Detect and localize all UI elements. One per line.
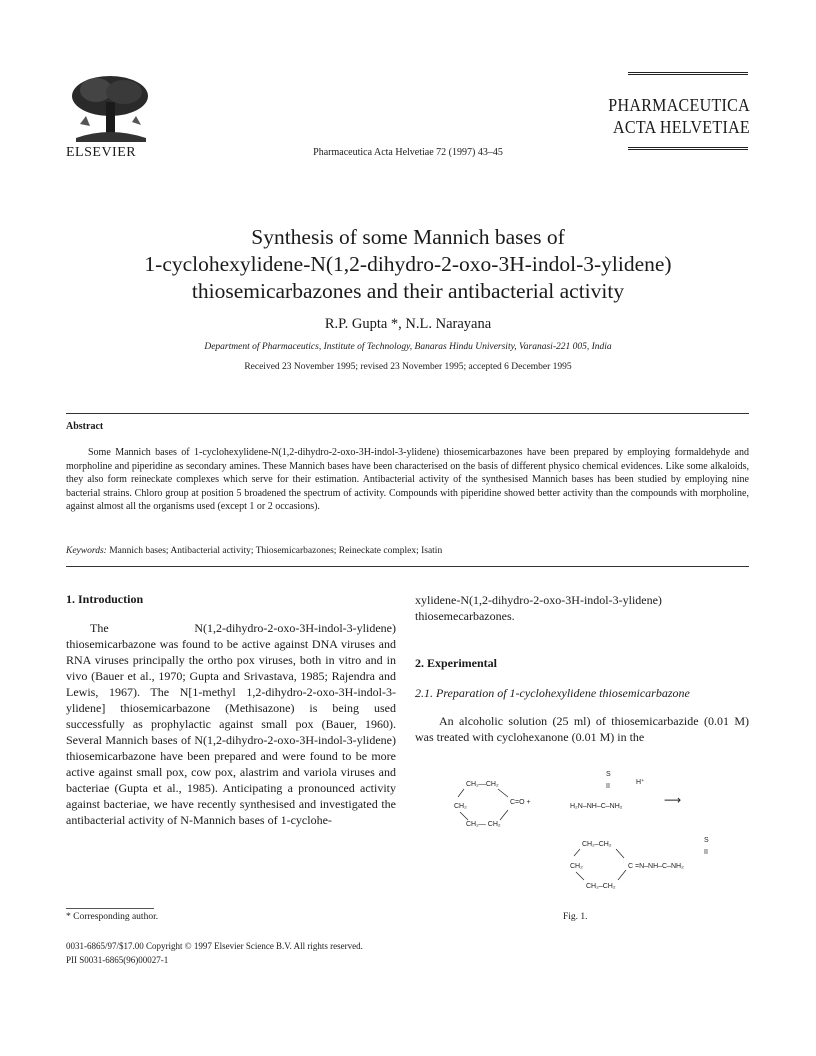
keywords-label: Keywords: bbox=[66, 546, 107, 556]
footnote-rule bbox=[66, 908, 154, 909]
scheme-carbonyl: C=O + bbox=[510, 799, 531, 806]
journal-rule-bottom bbox=[628, 147, 748, 150]
scheme-ch2-left: CH₂ bbox=[454, 803, 467, 810]
abstract-heading: Abstract bbox=[66, 421, 104, 432]
experimental-text: An alcoholic solution (25 ml) of thiosemicarbazide (0.01 M) was treated with cyclohexanone (0.01 M) in the bbox=[415, 714, 749, 744]
figure-caption: Fig. 1. bbox=[563, 912, 588, 922]
keywords-list: Mannich bases; Antibacterial activity; Thiosemicarbazones; Reineckate complex; Isatin bbox=[109, 546, 443, 556]
scheme-product-ch2-ch2-bottom: CH₂–CH₂ bbox=[586, 883, 616, 890]
scheme-product-chain: C =N–NH–C–NH₂ bbox=[628, 863, 684, 870]
subsection-heading: 2.1. Preparation of 1-cyclohexylidene thiosemicarbazone bbox=[415, 686, 690, 700]
introduction-heading: 1. Introduction bbox=[66, 592, 144, 606]
authors: R.P. Gupta *, N.L. Narayana bbox=[324, 316, 492, 332]
scheme-bond bbox=[500, 810, 508, 820]
scheme-bond bbox=[616, 849, 624, 858]
footnote: * Corresponding author. bbox=[66, 912, 159, 922]
scheme-arrow: ⟶ bbox=[664, 793, 682, 807]
scheme-bond bbox=[574, 849, 580, 856]
scheme-bond bbox=[618, 870, 626, 880]
scheme-catalyst: H⁺ bbox=[636, 779, 645, 786]
abstract-rule bbox=[66, 413, 749, 414]
scheme-ch2-ch2-top: CH₂—CH₂ bbox=[466, 781, 499, 788]
scheme-bond bbox=[458, 789, 464, 797]
scheme-bond bbox=[498, 789, 508, 797]
scheme-product-sulfur: S bbox=[704, 837, 709, 844]
keywords-rule bbox=[66, 566, 749, 567]
paper-title-line1: Synthesis of some Mannich bases of bbox=[251, 225, 565, 249]
publisher-name: ELSEVIER bbox=[66, 145, 137, 160]
introduction-text: The N(1,2-dihydro-2-oxo-3H-indol-3-ylidene) thiosemicarbazone was found to be active against DNA viruses and RNA viruses principally the ortho pox viruses, both in vitro and in vivo (Bauer et al., 1970; Gupta and Srivastava, 1985; Rajendra and Lewis, 1967). The N[1-methyl 1,2-dihydro-2-oxo-3H-indol-3-ylidene] thiosemicarbazone (Methisazone) is being used successfully as prophylactic against small pox (Bauer, 1960). Several Mannich bases of N(1,2-dihydro-2-oxo-3H-indol-3-ylidene) thiosemicarbazone have been prepared and were found to be more active against small pox, cow pox, alastrim and variola viruses and bacteriae (Gupta et al., 1985). Anticipating a pronounced activity against bacteriae, we have recently synthesised and investigated the antibacterial activity of N-Mannich bases of 1-cyclohe- bbox=[66, 621, 396, 827]
copyright: 0031-6865/97/$17.00 Copyright © 1997 Elsevier Science B.V. All rights reserved. bbox=[66, 941, 363, 951]
scheme-double-bond: II bbox=[606, 783, 610, 790]
experimental-heading: 2. Experimental bbox=[415, 656, 497, 670]
paper-title-line2: 1-cyclohexylidene-N(1,2-dihydro-2-oxo-3H-indol-3-ylidene) bbox=[144, 252, 672, 276]
scheme-bond bbox=[460, 812, 468, 820]
keywords bbox=[66, 546, 749, 556]
scheme-reagent: H₂N–NH–C–NH₂ bbox=[570, 803, 623, 810]
journal-title-line1: PHARMACEUTICA bbox=[608, 96, 750, 116]
scheme-sulfur: S bbox=[606, 771, 611, 778]
journal-title bbox=[600, 95, 750, 139]
affiliation: Department of Pharmaceutics, Institute of Technology, Banaras Hindu University, Varanasi-221 005, India bbox=[204, 342, 612, 352]
scheme-product-ch2-left: CH₂ bbox=[570, 863, 583, 870]
received-dates: Received 23 November 1995; revised 23 November 1995; accepted 6 December 1995 bbox=[244, 362, 572, 372]
introduction-continued: xylidene-N(1,2-dihydro-2-oxo-3H-indol-3-ylidene) thiosemecarbazones. bbox=[415, 593, 662, 623]
elsevier-tree-icon bbox=[66, 72, 154, 142]
journal-rule-top bbox=[628, 72, 748, 75]
reaction-scheme bbox=[452, 764, 742, 906]
scheme-product-ch2-ch2-top: CH₂–CH₂ bbox=[582, 841, 612, 848]
scheme-product-double-bond: II bbox=[704, 849, 708, 856]
scheme-ch2-ch2-bottom: CH₂— CH₂ bbox=[466, 821, 501, 828]
journal-citation: Pharmaceutica Acta Helvetiae 72 (1997) 43–45 bbox=[313, 147, 503, 158]
elsevier-logo bbox=[66, 72, 154, 142]
pii: PII S0031-6865(96)00027-1 bbox=[66, 955, 169, 965]
paper-title bbox=[60, 224, 756, 305]
journal-title-line2: ACTA HELVETIAE bbox=[613, 118, 750, 138]
scheme-bond bbox=[576, 872, 584, 880]
abstract-text: Some Mannich bases of 1-cyclohexylidene-N(1,2-dihydro-2-oxo-3H-indol-3-ylidene) thiosemicarbazones have been prepared by employing formaldehyde and morpholine and piperidine as secondary amines. These Mannich bases have been characterised on the basis of different physico chemical evidences. Like some alkaloids, they also form reineckate complexes which serve for their estimation. Antibacterial activity of the synthesised Mannich bases has been studied by employing nine bacterial strains. Chloro group at position 5 broadened the spectrum of activity. Compounds with piperidine showed better activity than the compounds with morpholine, against almost all the organisms used (except 1 or 2 occasions). bbox=[66, 447, 749, 513]
paper-title-line3: thiosemicarbazones and their antibacterial activity bbox=[191, 279, 625, 303]
